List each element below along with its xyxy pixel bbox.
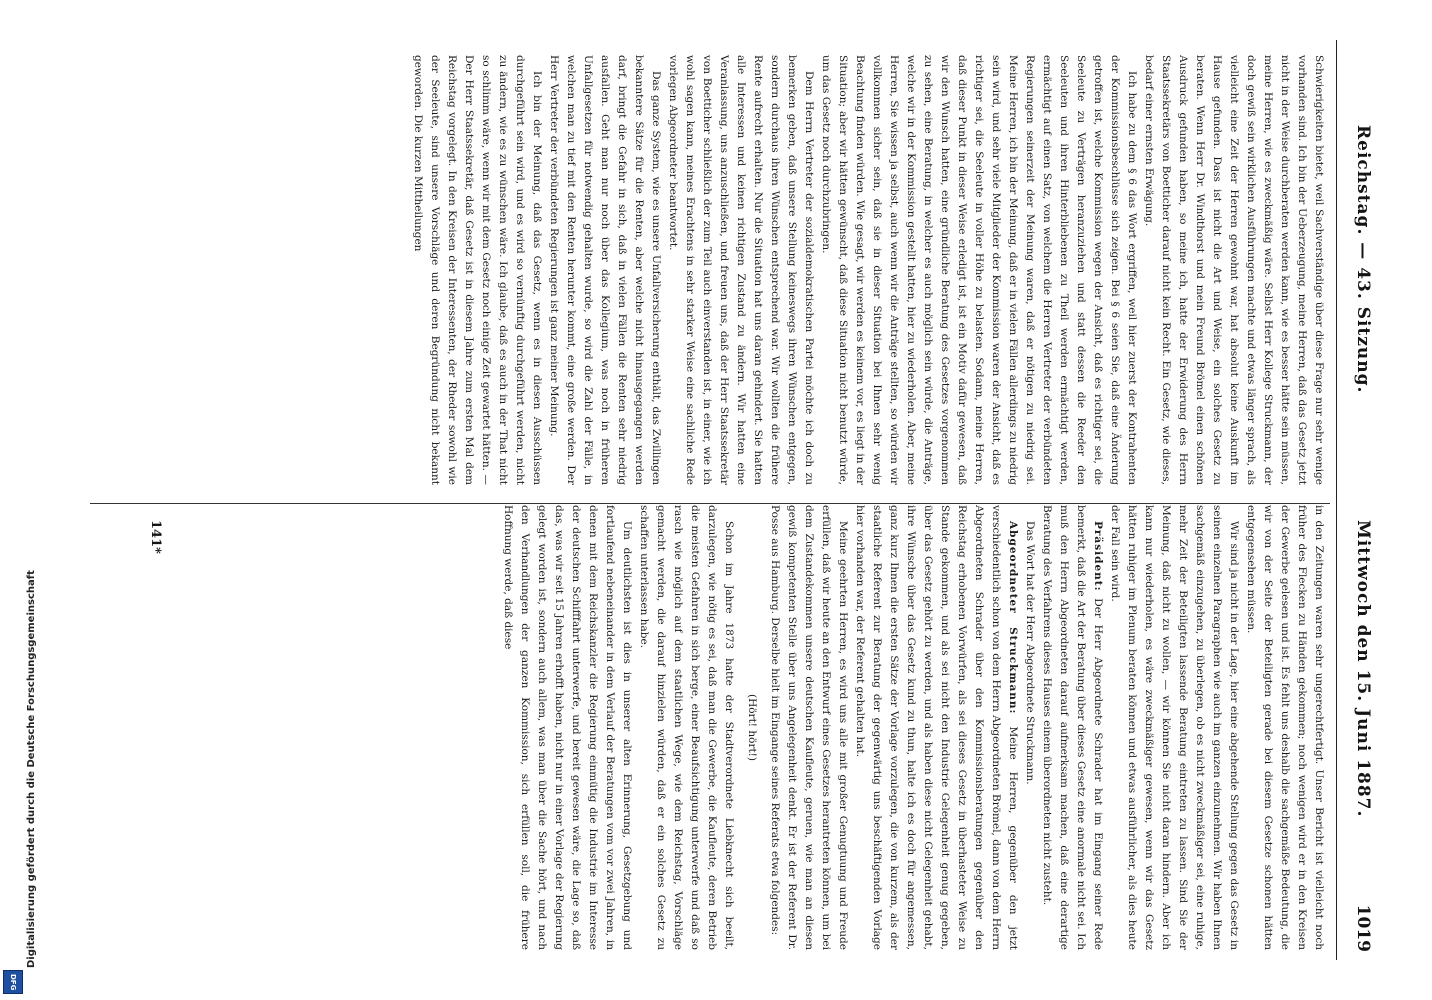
speech-text: Meine Herren, gegenüber den jetzt verschiedentlich schon von dem Herrn Abgeordneten Brömel, dann von dem Herrn Abgeordneten Schrader über den Kommissionsberatungen gegenüber den Reichstag erhobenen Vorwürfen, als sei dieses Gesetz in überhasteter Weise zu Stande gekommen, und als sei nicht den Industrie Gelegenheit genug gegeben, über das Gesetz gehört zu werden, und als haben diese nicht Gelegenheit gehabt, ihre Wünsche über das Gesetz kund zu thun, halte ich es doch für angemessen, ganz kurz Ihnen die ersten Sätze der Vorlage vorzulegen, die von kurzem, als der staatliche Referent zur Beratung der gegenwärtig uns beschäftigenden Vorlage hier vorhanden war, der Referent gehalten hat. [854,505,1019,950]
column-right-text [499,505,1327,950]
dfg-logo [3,970,23,994]
paragraph: Ich habe zu dem § 6 das Wort ergriffen, weil hier zuerst der Kontrahenten der Kommissionsbeschlüsse sich zeigen. Bei § 6 seien Sie, daß eine Änderung getroffen ist, welche Kommission wegen der Ansicht, daß es richtiger sei, die Seeleute zu Verträgen heranzuziehen und statt dessen die Reeder den Seeleuten und ihren Hinterbliebenen zu Theil werden ermächtigt werden, ermächtigt auf einen Satz, von welchem die Herren Vertreter der verbündeten Regierungen seinerzeit der Meinung waren, daß er nötigen zu niedrig sei. Meine Herren, ich bin der Meinung, daß er in vielen Fällen allerdings zu niedrig sein wird, und sehr viele Mitglieder der Kommission waren der Ansicht, daß es richtiger sei, die Seeleute in voller Höhe zu belasten. Sodann, meine Herren, daß dieser Punkt in dieser Weise erledigt ist, ist ein Motiv dafür gewesen, daß wir den Wunsch hatten, eine gründliche Beratung des Gesetzes vorgenommen zu sehen, eine Beratung, in welcher es auch möglich sein würde, die Anträge, welche wir in der Kommission gestellt hatten, hier zu wiederholen. Aber, meine Herren, Sie wissen ja selbst, auch wenn wir die Anträge stellten, so würden wir vollkommen sicher sein, daß sie in dieser Situation bei Ihnen sehr wenig Beachtung finden würden. Wie gesagt, wir werden es keinem vor, es liegt in der Situation; aber wir hätten gewünscht, daß diese Situation nicht benutzt würde, um das Gesetz noch durchzubringen. [820,55,1138,485]
paragraph: Schwierigkeiten bietet, weil Sachverständige über diese Frage nur sehr wenige vorhanden sind. Ich bin der Ueberzeugung, meine Herren, daß das Gesetz jetzt nicht in der Weise durchberaten werden kann, wie es besser hätte sein müssen, meine Herren, wie es zweckmäßig wäre. Selbst Herr Kollege Struckmann, der doch gewiß sein wirklichen Ausführungen machte und etwas länger sprach, als vielleicht eine Zeit der Herren gewohnt war, hat absolut keine Auskunft im Hause gefunden. Dass ist nicht die Art und Weise, ein solches Gesetz zu beraten. Wenn Herr Dr. Windthorst und mein Freund Brömel einen schönen Ausdruck gefunden haben, so meine ich, hatte der Erwiderung des Herrn Staatssekretärs von Boetticher darauf nicht kein Recht. Ein Gesetz, wie dieses, bedarf einer ernsten Erwägung. [1143,55,1325,485]
speech-text: Der Herr Abgeordnete Schrader hat im Eingang seiner Rede bemerkt, daß die Art der Beratung über dieses Gesetz eine anormale nicht sei. Ich muß den Herrn Abgeordneten darauf aufmerksam machen, daß eine derartige Beratung des Verfahrens dieses Hauses einem überordneten nicht zusteht. [1041,505,1104,950]
digitization-credit-strip [0,0,37,1000]
paragraph: Dem Herrn Vertreter der sozialdemokratischen Partei möchte ich doch zu bemerken geben, daß unsere Stellung keineswegs ihren Wünschen entgegen, sondern durchaus ihren Wünschen entsprechend war. Wir wollten die frühere Rente aufrecht erhalten. Nur die Situation hat uns daran gehindert. Sie hatten alle Interessen und keinen richtigen Zustand zu ändern. Wir hatten eine Veranlassung, uns anzuschließen, und freuen uns, daß der Herr Staatssekretär von Boetticher schließlich der zum Teil auch einverstanden ist, in einer, wie ich wohl sagen kann, meines Erachtens in sehr starker Weise eine sachliche Rede vorlegen Abgeordneter beantwortet. [667,55,815,485]
header-left: Reichstag. — 43. Sitzung. [1353,125,1373,394]
paragraph: Meine geehrten Herren, es wird uns alle mit großer Genugtuung und Freude erfüllen, daß wir heute an den Entwurf eines Gesetzes herantreten können, um bei dem Zustandekommen unsere deutschen Kaufleute, geruen, wie man an diesen gewiß kompetenten Stelle über uns Angelegenheit denkt. Er ist der Referent Dr. Posse aus Hamburg. Derselbe hielt im Eingange seines Referats etwa folgendes: [769,505,849,950]
quote-paragraph: Um deutlichsten ist dies in unserer alten Erinnerung, Gesetzgebung und fortlaufend nebeneinander in dem Verlauf der Beratungen vom vor zwei Jahren, in denen mit dem Reichskanzler die Regierung einmütig die Industrie im Interesse der deutschen Schifffahrt unterwerfe, und bereit gewesen wäre, die Lage so, daß das, was wir seit 15 Jahren erhofft haben, nicht nur in einer Vorlage der Regierung gelegt worden ist, sondern auch allem, was man über die Sache hört, und nach den Verhandlungen der ganzen Kommission, sich erfüllen soll, die frühere Hoffnung werde, daß diese [502,505,633,950]
header-date: Mittwoch den 15. Juni 1887. [1353,520,1373,818]
page-number: 1019 [1353,904,1373,952]
struckmann-speech [851,505,1021,950]
president-closing: Das Wort hat der Herr Abgeordnete Struckmann. [1024,521,1036,785]
header-rule [1336,40,1337,960]
paragraph: Wir sind ja nicht in der Lage, hier eine abgehende Stellung gegen das Gesetz in seinen einzelnen Paragraphen wie auch im ganzen einzunehmen. Wir haben Ihnen sachgemäß einzugehen, zu überlegen, ob es nicht zweckmäßiger sei, eine ruhige, mehr Zeit der Beteiligten lassende Beratung eintreten zu lassen. Sind Sie der Meinung, daß nicht zu wollen, — wir können Sie nicht daran hindern. Aber ich kann nur wiederholen, es wäre zweckmäßiger gewesen, wenn wir das Gesetz hätten ruhiger im Plenum beraten können und etwas ausführlicher, als dies heute der Fall sein wird. [1109,505,1240,950]
quote-paragraph: Schon im Jahre 1873 hatte der Stadtverordnete Liebknecht sich beeilt, darzulegen, wie nötig es sei, daß man die Gewerbe, die Kaufleute, deren Betrieb die meisten Gefahren in sich berge, einer Beaufsichtigung unterwerfe und daß so rasch wie möglich auf dem staatlichen Wege, wie dem Reichstag, Vorschläge gemacht werden, die darauf hinzielen würden, daß er ein solches Gesetz zu schaffen unterlassen habe. [638,505,735,950]
digitization-credit: Digitalisierung gefördert durch die Deutsche Forschungsgemeinschaft [26,570,37,968]
speaker-name: Abgeordneter Struckmann: [1007,521,1019,715]
rotated-sheet [95,0,1425,1000]
speaker-name: Präsident: [1092,521,1104,592]
running-head [1347,0,1373,1000]
paragraph: Ich bin der Meinung, daß das Gesetz, wenn es in diesen Ausschüssen durchgeführt sein wird, und es wird so vernünftig durchgeführt werden, nicht zu ändern, wie es zu wünschen wäre. Ich glaube, daß es auch in der That nicht so schlimm wäre, wenn wir mit dem Gesetz noch einige Zeit gewartet hätten. — Der Herr Staatssekretär, daß Gesetz ist in diesem Jahre zum ersten Mal dem Reichstag vorgelegt. In den Kreisen der Interessenten, der Rheder sowohl wie der Seeleute, sind unsere Vorschläge und deren Begründung nicht bekannt geworden. Die kurzen Mittheilungen [412,55,543,485]
column-left-text [409,55,1327,485]
interjection: (Hört! hört!) [746,693,758,761]
president-speech [1038,505,1106,950]
dfg-logo-text: DFG [9,973,17,991]
column-rule [90,503,1330,504]
paragraph: in den Zeitungen waren sehr ungerechtfertigt. Unser Bericht ist vielleicht noch früher des Flecken zu Händen gekommen; noch wenigen wird er in den Kreisen der Gewerbe gelesen und ist. Es fehlt uns deshalb die sachgemäße Bedeutung, die wir von der Seite der Beteiligten gerade bei diesem Gesetze schonen hätten entgegensehen müssen. [1245,505,1325,950]
signature-mark: 141* [148,520,163,554]
paragraph: Das ganze System, wie es unsere Unfallversicherung enthält, das Zwillingen bekanntere Sätze für die Renten, aber welche nicht hinausgegangen werden darf, bringt die Gefahr in sich, daß in vielen Fällen die Renten sehr niedrig ausfallen. Geht man nur noch über das Kollegium, was noch in früheren Unfallgesetzen für notwendig gehalten wurde, so wird die Zahl der Fälle, in welchen man zu tief mit den Renten herunter kommt, eine große werden. Der Herr Vertreter der verbündeten Regierungen ist ganz meiner Meinung. [548,55,662,485]
